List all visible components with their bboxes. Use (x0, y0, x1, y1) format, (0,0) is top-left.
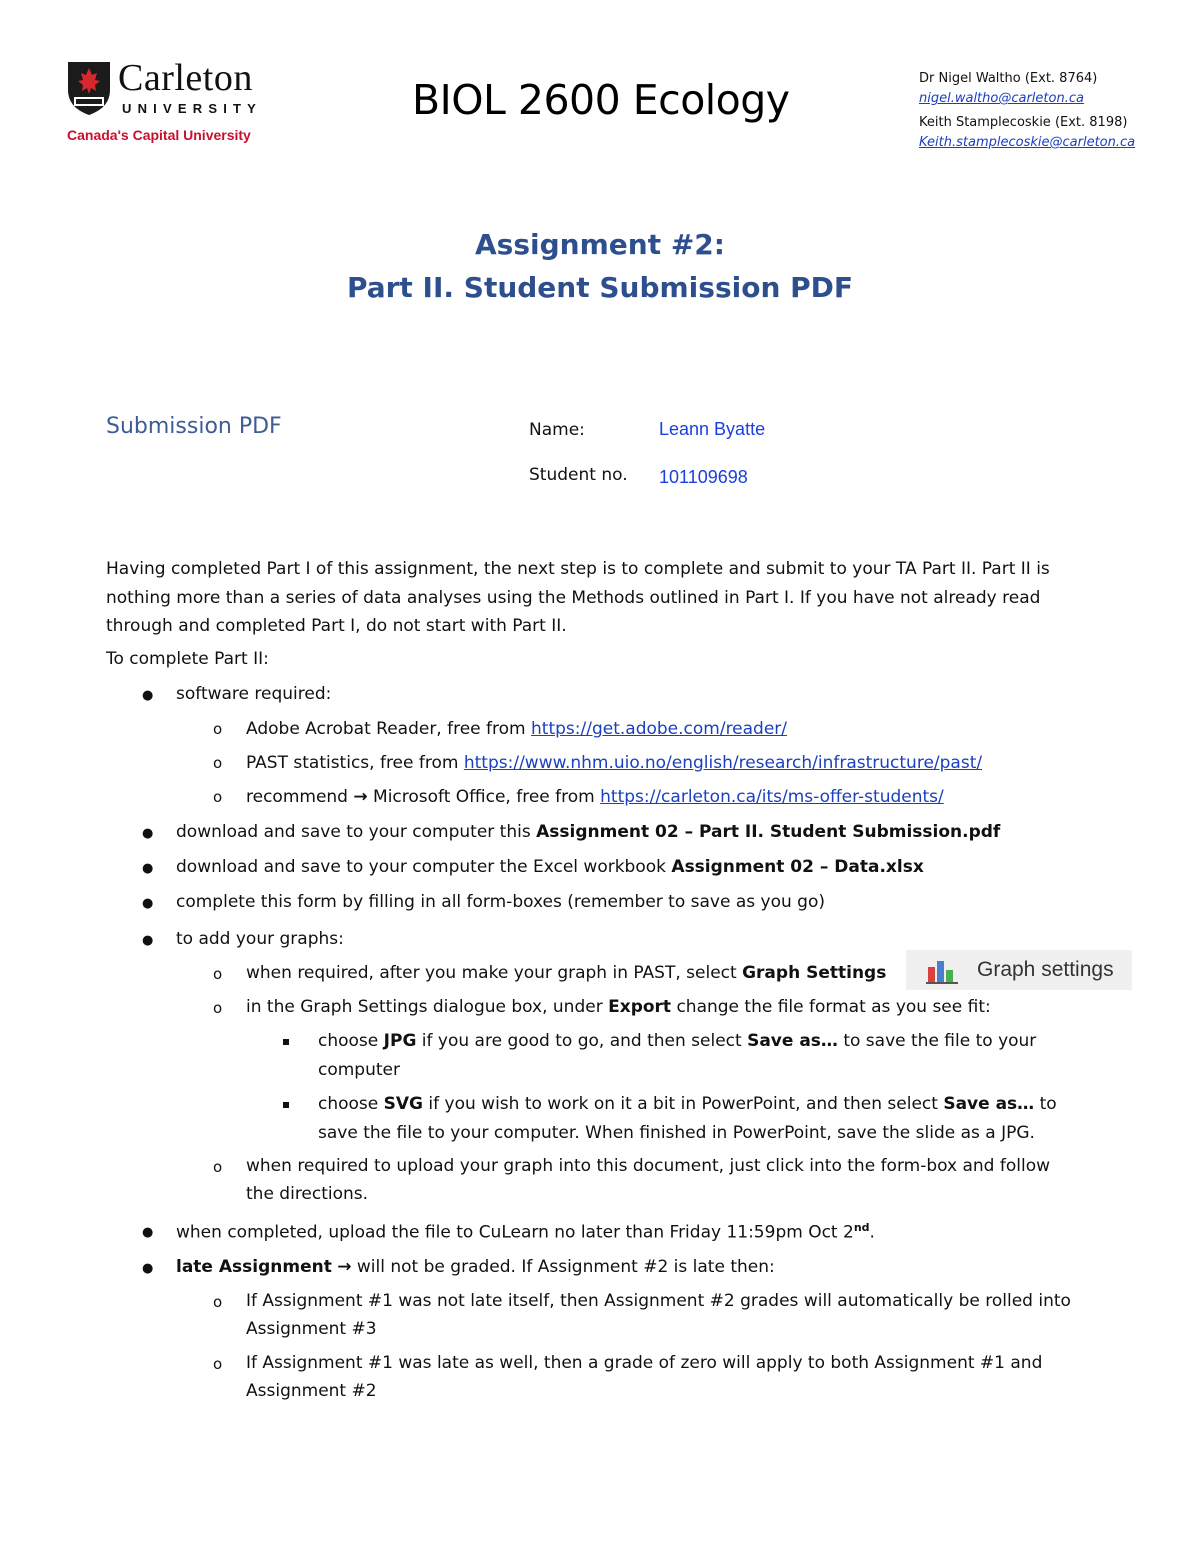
bullet-icon: ● (142, 1225, 154, 1240)
past-link[interactable]: https://www.nhm.uio.no/english/research/infrastructure/past/ (463, 753, 983, 773)
ms-office-link[interactable]: https://carleton.ca/its/ms-offer-students/ (600, 787, 944, 807)
list-item: download and save to your computer the Excel workbook Assignment 02 – Data.xlsx (176, 857, 924, 877)
student-number-label: Student no. (529, 465, 628, 485)
circle-bullet-icon: o (213, 1355, 223, 1373)
list-item-continuation: Assignment #3 (246, 1319, 377, 1339)
circle-bullet-icon: o (213, 965, 223, 983)
contact-email-link[interactable]: Keith.stamplecoskie@carleton.ca (919, 135, 1136, 150)
list-item: when completed, upload the file to CuLearn no later than Friday 11:59pm Oct 2nd. (176, 1221, 875, 1243)
assignment-subtitle: Part II. Student Submission PDF (346, 271, 854, 304)
list-item: when required to upload your graph into this document, just click into the form-box and follow (246, 1156, 1050, 1176)
list-item: software required: (176, 684, 332, 704)
arrow-icon: → (337, 1257, 352, 1277)
list-item-continuation: the directions. (246, 1184, 369, 1204)
section-heading: Submission PDF (106, 414, 282, 439)
list-item: late Assignment → will not be graded. If Assignment #2 is late then: (176, 1257, 775, 1277)
list-item-continuation: computer (318, 1060, 400, 1080)
logo-tagline: Canada's Capital University (67, 127, 251, 143)
bullet-icon: ● (142, 861, 154, 876)
bullet-icon: ● (142, 933, 154, 948)
circle-bullet-icon: o (213, 1293, 223, 1311)
logo-name: Carleton (118, 57, 253, 99)
circle-bullet-icon: o (213, 720, 223, 738)
contact-name: Keith Stamplecoskie (Ext. 8198) (919, 115, 1128, 130)
list-item: choose JPG if you are good to go, and then select Save as… to save the file to your (318, 1031, 1037, 1051)
bar-chart-icon (926, 958, 960, 984)
graph-settings-label: Graph settings (977, 958, 1114, 981)
bullet-icon: ● (142, 1261, 154, 1276)
carleton-shield-logo (66, 60, 112, 116)
circle-bullet-icon: o (213, 754, 223, 772)
square-bullet-icon (283, 1102, 289, 1108)
list-item-continuation: save the file to your computer. When finished in PowerPoint, save the slide as a JPG. (318, 1123, 1035, 1143)
list-item: when required, after you make your graph in PAST, select Graph Settings (246, 963, 887, 983)
name-label: Name: (529, 420, 585, 440)
circle-bullet-icon: o (213, 1158, 223, 1176)
contact-name: Dr Nigel Waltho (Ext. 8764) (919, 71, 1098, 86)
list-item: download and save to your computer this Assignment 02 – Part II. Student Submission.pdf (176, 822, 1001, 842)
name-field[interactable]: Leann Byatte (659, 419, 766, 439)
list-item: recommend → Microsoft Office, free from https://carleton.ca/its/ms-offer-students/ (246, 787, 944, 807)
circle-bullet-icon: o (213, 788, 223, 806)
square-bullet-icon (283, 1039, 289, 1045)
list-item: If Assignment #1 was not late itself, then Assignment #2 grades will automatically be rolled into (246, 1291, 1071, 1311)
list-item: complete this form by filling in all form-boxes (remember to save as you go) (176, 892, 825, 912)
adobe-link[interactable]: https://get.adobe.com/reader/ (531, 719, 788, 739)
logo-university: UNIVERSITY (122, 101, 263, 116)
intro-paragraph: Having completed Part I of this assignment, the next step is to complete and submit to your TA Part II. Part II is nothing more than a series of data analyses using the Methods outlined in Part I. If you have not already read through and completed Part I, do not start with Part II. (106, 559, 1050, 636)
list-item: PAST statistics, free from https://www.nhm.uio.no/english/research/infrastructure/past/ (246, 753, 983, 773)
to-complete-label: To complete Part II: (106, 649, 269, 669)
course-title: BIOL 2600 Ecology (412, 76, 790, 124)
contact-email-link[interactable]: nigel.waltho@carleton.ca (919, 91, 1084, 106)
list-item: choose SVG if you wish to work on it a bit in PowerPoint, and then select Save as… to (318, 1094, 1057, 1114)
student-number-field[interactable]: 101109698 (659, 467, 748, 487)
list-item: If Assignment #1 was late as well, then a grade of zero will apply to both Assignment #1 and (246, 1353, 1043, 1373)
circle-bullet-icon: o (213, 999, 223, 1017)
list-item: to add your graphs: (176, 929, 344, 949)
bullet-icon: ● (142, 826, 154, 841)
arrow-icon: → (353, 787, 368, 807)
assignment-title: Assignment #2: (475, 228, 725, 261)
list-item-continuation: Assignment #2 (246, 1381, 377, 1401)
bullet-icon: ● (142, 688, 154, 703)
list-item: Adobe Acrobat Reader, free from https://get.adobe.com/reader/ (246, 719, 788, 739)
list-item: in the Graph Settings dialogue box, under Export change the file format as you see fit: (246, 997, 991, 1017)
bullet-icon: ● (142, 896, 154, 911)
